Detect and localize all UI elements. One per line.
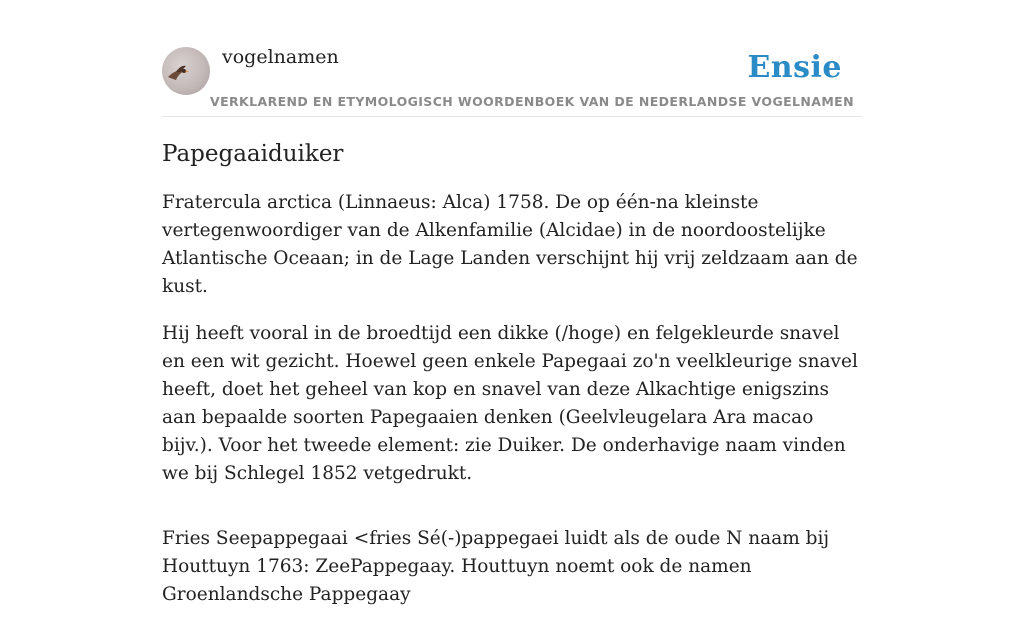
bird-photo-icon[interactable] — [162, 47, 210, 95]
article-title: Papegaaiduiker — [162, 141, 344, 167]
article-paragraph-1: Fratercula arctica (Linnaeus: Alca) 1758. De op één-na kleinste vertegenwoordiger van de Alkenfamilie (Alcidae) in de noordoostelijke Atlantische Oceaan; in de Lage Landen verschijnt hij vrij zeldzaam aan de kust. — [162, 192, 858, 297]
blog-subtitle: VERKLAREND EN ETYMOLOGISCH WOORDENBOEK VAN DE NEDERLANDSE VOGELNAMEN — [210, 94, 854, 109]
article — [162, 138, 867, 628]
blog-name-link[interactable]: vogelnamen — [222, 46, 339, 68]
article-paragraph-3: Fries Seepappegaai <fries Sé(-)pappegaei luidt als de oude N naam bij Houttuyn 1763: ZeePappegaay. Houttuyn noemt ook de namen Groenlandsche Pappegaay — [162, 528, 830, 605]
bird-silhouette-icon — [162, 47, 210, 95]
site-header — [162, 0, 862, 117]
ensie-logo[interactable]: Ensie — [747, 50, 842, 85]
article-paragraph-2: Hij heeft vooral in de broedtijd een dikke (/hoge) en felgekleurde snavel en een wit gezicht. Hoewel geen enkele Papegaai zo'n veelkleurige snavel heeft, doet het geheel van kop en snavel van deze Alkachtige enigszins aan bepaalde soorten Papegaaien denken (Geelvleugelara Ara macao bijv.). Voor het tweede element: zie Duiker. De onderhavige naam vinden we bij Schlegel 1852 vetgedrukt. — [162, 323, 858, 484]
